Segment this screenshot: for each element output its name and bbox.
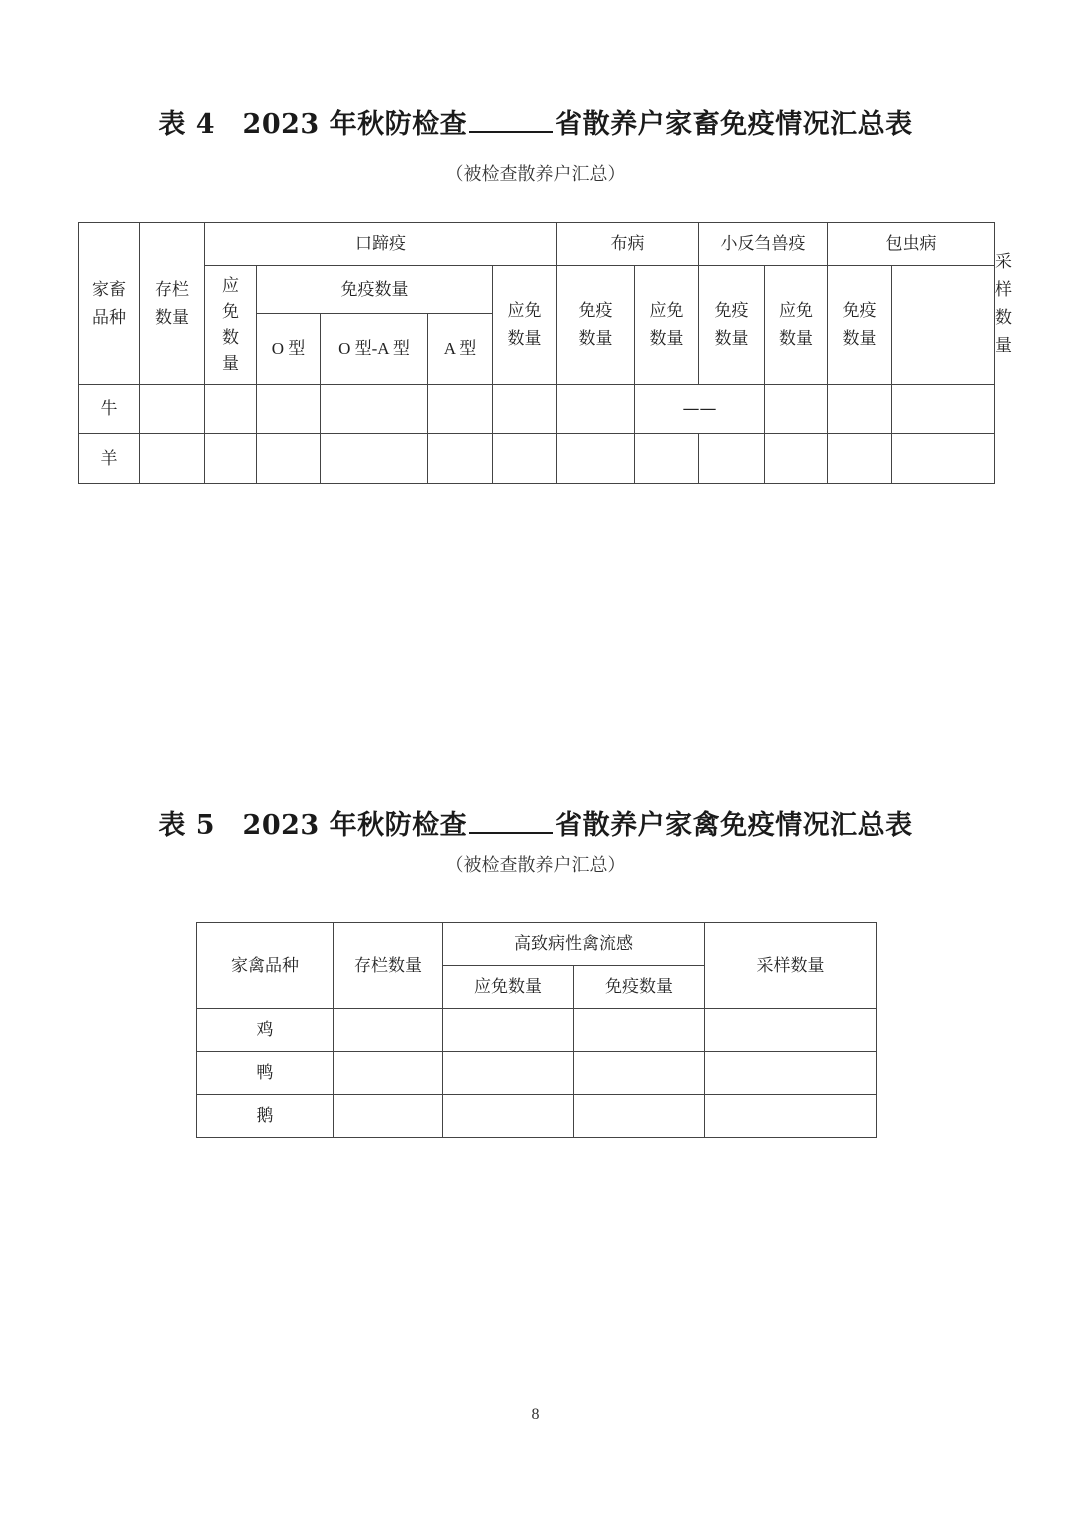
cell [443,1009,574,1052]
header-bru-should-text: 应免 数量 [507,301,542,349]
cell [334,1009,443,1052]
header-bru-should [493,266,557,385]
table-row [79,385,995,434]
cell [257,434,321,484]
table-row [79,434,995,484]
page-number: 8 [531,1406,540,1423]
cell [205,385,257,434]
cell [892,385,995,434]
cell [574,1052,705,1095]
cell [557,385,635,434]
cell [557,434,635,484]
header-fmd-immunized: 免疫数量 [257,266,493,314]
table4-title [0,102,1071,141]
table-row [197,1052,877,1095]
cell [428,385,493,434]
header-ppr-immunized [699,266,765,385]
cell [205,434,257,484]
header-type-o-a: O 型-A 型 [321,314,428,385]
header-fmd-should-immunize [205,266,257,385]
header-stock: 存栏数量 [334,923,443,1009]
header-ppr: 小反刍兽疫 [699,223,828,266]
header-echino-should-text: 应免 数量 [779,301,814,349]
table5-title-prefix: 表 5 2023 年秋防检查 [158,810,468,841]
header-type-o: O 型 [257,314,321,385]
header-echino-immunized-text: 免疫 数量 [842,301,877,349]
row-species: 鹅 [197,1095,334,1138]
cell [705,1095,877,1138]
cell [443,1095,574,1138]
cell [493,385,557,434]
header-species-text: 家畜 品种 [92,279,126,328]
table-row [197,1009,877,1052]
cell [140,434,205,484]
cell [765,385,828,434]
title-blank-line [469,810,553,834]
cell [443,1052,574,1095]
header-echinococcosis: 包虫病 [828,223,995,266]
table4-livestock: 家畜 品种 存栏 数量 口蹄疫 布病 小反刍兽疫 包虫病 采样数量 应 免 数 量 免疫数量 应免 数量 免疫 数量 应免 数量 免疫 数量 应免 数量 免疫 数量 O 型 O 型-A 型 A 型 牛 —— 羊 [78,222,995,484]
header-type-a: A 型 [428,314,493,385]
header-stock [140,223,205,385]
cell [428,434,493,484]
cell [892,434,995,484]
table5-title-suffix: 省散养户家禽免疫情况汇总表 [555,810,913,841]
table4-title-prefix: 表 4 2023 年秋防检查 [158,109,468,140]
cell [705,1052,877,1095]
cell [334,1095,443,1138]
header-hpai: 高致病性禽流感 [443,923,705,966]
table-row [197,1095,877,1138]
cell [828,385,892,434]
header-should-immunize: 应免数量 [443,966,574,1009]
cell [140,385,205,434]
cell [574,1009,705,1052]
row-species: 鸡 [197,1009,334,1052]
row-species: 鸭 [197,1052,334,1095]
header-species: 家禽品种 [197,923,334,1009]
header-echino-immunized [828,266,892,385]
header-species [79,223,140,385]
cell [635,434,699,484]
table5-title [0,803,1071,842]
header-sampling: 采样数量 [705,923,877,1009]
table4-subtitle: （被检查散养户汇总） [445,164,626,185]
row-species: 牛 [79,385,140,434]
header-stock-text: 存栏 数量 [155,279,189,328]
cell [321,434,428,484]
cell [493,434,557,484]
cell [321,385,428,434]
cell [334,1052,443,1095]
cell [828,434,892,484]
cell [765,434,828,484]
header-bru-immunized [557,266,635,385]
header-brucellosis: 布病 [557,223,699,266]
row-species: 羊 [79,434,140,484]
cell [574,1095,705,1138]
header-echino-should [765,266,828,385]
table5-subtitle: （被检查散养户汇总） [445,855,626,876]
header-bru-immunized-text: 免疫 数量 [578,301,613,349]
title-blank-line [469,109,553,133]
cell [257,385,321,434]
table4-title-suffix: 省散养户家畜免疫情况汇总表 [555,109,913,140]
header-ppr-should [635,266,699,385]
header-ppr-should-text: 应免 数量 [649,301,684,349]
header-immunized: 免疫数量 [574,966,705,1009]
header-fmd: 口蹄疫 [205,223,557,266]
header-ppr-immunized-text: 免疫 数量 [714,301,749,349]
ppr-na-cell: —— [635,385,765,434]
header-fmd-should-immunize-text: 应 免 数 量 [222,276,239,374]
table5-poultry [196,922,877,1138]
cell [699,434,765,484]
cell [705,1009,877,1052]
